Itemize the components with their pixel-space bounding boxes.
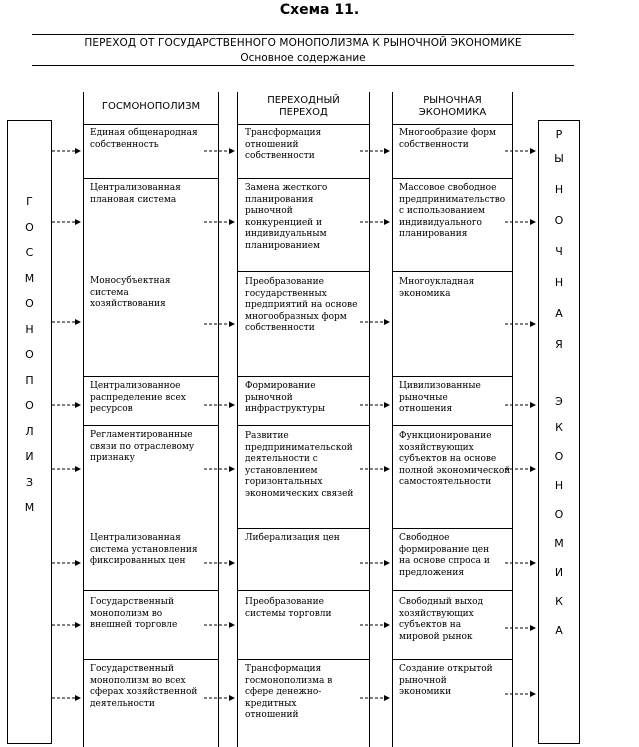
left-letter: Н (25, 322, 34, 336)
left-letter: И (25, 450, 34, 463)
col1-item: Централизованная система установления фиксированных цен (90, 533, 198, 567)
col3-item: Многоукладная экономика (399, 277, 475, 299)
diagram-heading: ПЕРЕХОД ОТ ГОСУДАРСТВЕННОГО МОНОПОЛИЗМА К РЫНОЧНОЙ ЭКОНОМИКЕ (84, 37, 522, 49)
col1-item: Регламентированные связи по отраслевому признаку (90, 430, 195, 464)
col2-item: Трансформация отношений собственности (245, 128, 322, 162)
col3-item: Функционирование хозяйствующих субъектов на основе полной экономической самостоятельности (399, 431, 511, 488)
left-letter: Л (25, 424, 34, 438)
left-letter: Г (26, 195, 33, 208)
col2-item: Развитие предпринимательской деятельности с установлением горизонтальных экономических связей (245, 431, 354, 499)
col2-item: Трансформация госмонополизма в сфере денежно-кредитных отношений (245, 664, 333, 721)
left-letter: О (25, 297, 34, 310)
col2-item: Замена жесткого планирования рыночной конкуренцией и индивидуальным планированием (245, 183, 328, 251)
left-letter: М (24, 271, 35, 285)
col2-item: Преобразование системы торговли (245, 597, 332, 619)
diagram-subheading: Основное содержание (240, 52, 366, 64)
col3-item: Многообразие форм собственности (399, 128, 497, 150)
col3-item: Свободный выход хозяйствующих субъектов на мировой рынок (399, 597, 484, 642)
right-letter: К (555, 594, 563, 608)
column-header-monopolism: ГОСМОНОПОЛИЗМ (101, 101, 201, 112)
column-header-market-line2: ЭКОНОМИКА (418, 107, 487, 118)
col2-item: Формирование рыночной инфраструктуры (245, 381, 326, 415)
left-letter: О (25, 348, 34, 361)
column-header-transition-line2: ПЕРЕХОД (279, 107, 328, 118)
left-letter: П (25, 373, 34, 387)
diagram-title: Схема 11. (279, 2, 360, 18)
right-letter: Я (555, 337, 563, 351)
right-letter: Э (555, 394, 563, 408)
col3-item: Цивилизованные рыночные отношения (399, 381, 481, 415)
left-letter: З (25, 475, 34, 489)
right-letter: А (555, 306, 563, 320)
right-letter: К (555, 420, 563, 434)
col1-item: Централизованная плановая система (90, 183, 181, 205)
left-letter: О (25, 399, 34, 412)
col3-item: Создание открытой рыночной экономики (399, 664, 493, 698)
col3-item: Свободное формирование цен на основе спроса и предложения (399, 533, 490, 578)
right-letter: О (554, 449, 564, 463)
right-letter: И (554, 565, 564, 579)
right-letter: М (554, 536, 564, 550)
col1-item: Единая общенародная собственность (90, 128, 198, 150)
right-letter: Н (554, 478, 564, 492)
right-letter: Ч (555, 244, 563, 258)
col1-item: Государственный монополизм во всех сферах хозяйственной деятельности (90, 664, 198, 709)
col2-item: Либерализация цен (245, 533, 340, 543)
left-letter: М (24, 501, 35, 514)
column-header-transition-line1: ПЕРЕХОДНЫЙ (267, 95, 340, 106)
col3-item: Массовое свободное предпринимательство с использованием индивидуального планирования (399, 183, 506, 240)
right-letter: О (554, 213, 564, 227)
col1-item: Государственный монополизм во внешней торговле (90, 597, 178, 631)
col1-item: Моносубъектная система хозяйствования (90, 276, 171, 310)
right-letter: Р (555, 128, 563, 141)
right-letter: Ы (554, 151, 564, 165)
right-letter: Н (554, 275, 564, 289)
left-letter: С (25, 246, 34, 259)
right-letter: А (555, 623, 563, 637)
left-letter: О (25, 220, 34, 234)
col1-item: Централизованное распределение всех ресурсов (90, 381, 186, 415)
right-letter: Н (554, 182, 564, 196)
column-header-market-line1: РЫНОЧНАЯ (423, 95, 482, 106)
right-letter: О (554, 507, 564, 521)
col2-item: Преобразование государственных предприятий на основе многообразных форм собственности (245, 277, 358, 334)
